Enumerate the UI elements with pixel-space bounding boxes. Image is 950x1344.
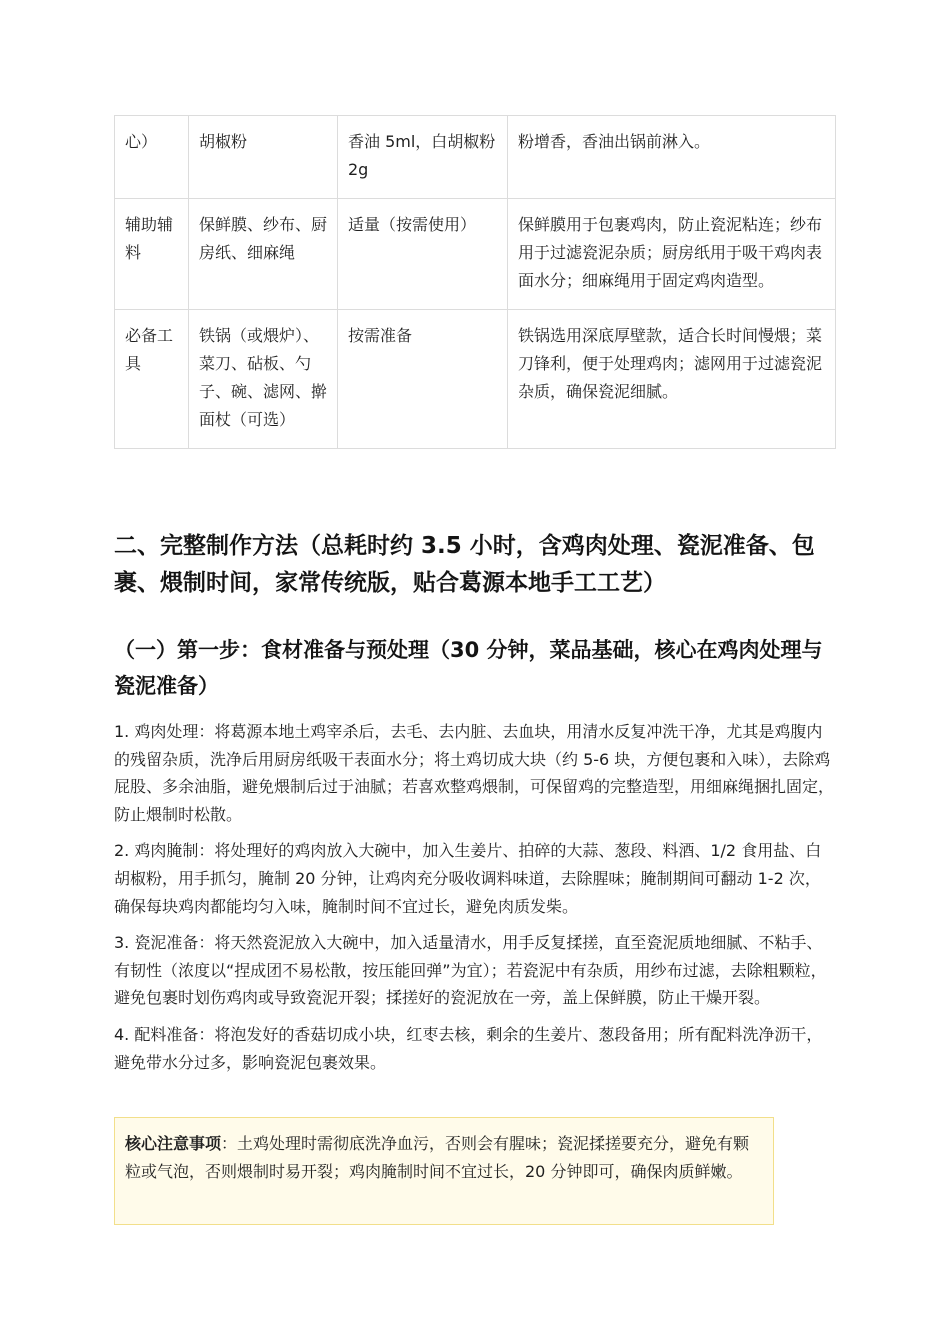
- table-row: [115, 116, 836, 199]
- table-cell-amount: 按需准备: [338, 310, 508, 449]
- step-list: [114, 718, 836, 1085]
- table-cell-notes: 铁锅选用深底厚壁款，适合长时间慢煨；菜刀锋利，便于处理鸡肉；滤网用于过滤瓷泥杂质，确保瓷泥细腻。: [508, 310, 836, 449]
- table-row: [115, 199, 836, 310]
- step-item: 2. 鸡肉腌制：将处理好的鸡肉放入大碗中，加入生姜片、拍碎的大蒜、葱段、料酒、1/2 食用盐、白胡椒粉，用手抓匀，腌制 20 分钟，让鸡肉充分吸收调料味道，去除腥味；腌制期间可翻动 1-2 次，确保每块鸡肉都能均匀入味，腌制时间不宜过长，避免肉质发柴。: [114, 841, 822, 916]
- callout-label: 核心注意事项: [125, 1134, 222, 1153]
- step-item: 3. 瓷泥准备：将天然瓷泥放入大碗中，加入适量清水，用手反复揉搓，直至瓷泥质地细腻、不粘手、有韧性（浓度以“捏成团不易松散，按压能回弹”为宜）；若瓷泥中有杂质，用纱布过滤，去除粗颗粒，避免包裹时划伤鸡肉或导致瓷泥开裂；揉搓好的瓷泥放在一旁，盖上保鲜膜，防止干燥开裂。: [114, 933, 827, 1008]
- callout-text: ：土鸡处理时需彻底洗净血污，否则会有腥味；瓷泥揉搓要充分，避免有颗粒或气泡，否则煨制时易开裂；鸡肉腌制时间不宜过长，20 分钟即可，确保肉质鲜嫩。: [125, 1134, 750, 1181]
- step-item: 1. 鸡肉处理：将葛源本地土鸡宰杀后，去毛、去内脏、去血块，用清水反复冲洗干净，尤其是鸡腹内的残留杂质，洗净后用厨房纸吸干表面水分；将土鸡切成大块（约 5-6 块，方便包裹和入味），去除鸡屁股、多余油脂，避免煨制后过于油腻；若喜欢整鸡煨制，可保留鸡的完整造型，用细麻绳捆扎固定，防止煨制时松散。: [114, 722, 835, 824]
- ingredients-table: [114, 115, 836, 449]
- step-item: 4. 配料准备：将泡发好的香菇切成小块，红枣去核，剩余的生姜片、葱段备用；所有配料洗净沥干，避免带水分过多，影响瓷泥包裹效果。: [114, 1024, 823, 1072]
- section-heading: 二、完整制作方法（总耗时约 3.5 小时，含鸡肉处理、瓷泥准备、包裹、煨制时间，家常传统版，贴合葛源本地手工工艺）: [114, 533, 815, 596]
- table-row: [115, 310, 836, 449]
- table-cell-notes: 保鲜膜用于包裹鸡肉，防止瓷泥粘连；纱布用于过滤瓷泥杂质；厨房纸用于吸干鸡肉表面水分；细麻绳用于固定鸡肉造型。: [508, 199, 836, 310]
- subsection-heading: （一）第一步：食材准备与预处理（30 分钟，菜品基础，核心在鸡肉处理与瓷泥准备）: [114, 638, 823, 698]
- table-cell-amount: 香油 5ml，白胡椒粉 2g: [338, 116, 508, 199]
- table-cell-notes: 粉增香，香油出锅前淋入。: [508, 116, 836, 199]
- table-cell-category: 心）: [115, 116, 189, 199]
- table-cell-category: 辅助辅料: [115, 199, 189, 310]
- table-cell-category: 必备工具: [115, 310, 189, 449]
- table-cell-amount: 适量（按需使用）: [338, 199, 508, 310]
- table-cell-items: 保鲜膜、纱布、厨房纸、细麻绳: [189, 199, 338, 310]
- table-cell-items: 胡椒粉: [189, 116, 338, 199]
- key-notes-callout: [114, 1117, 774, 1225]
- table-cell-items: 铁锅（或煨炉）、菜刀、砧板、勺子、碗、滤网、擀面杖（可选）: [189, 310, 338, 449]
